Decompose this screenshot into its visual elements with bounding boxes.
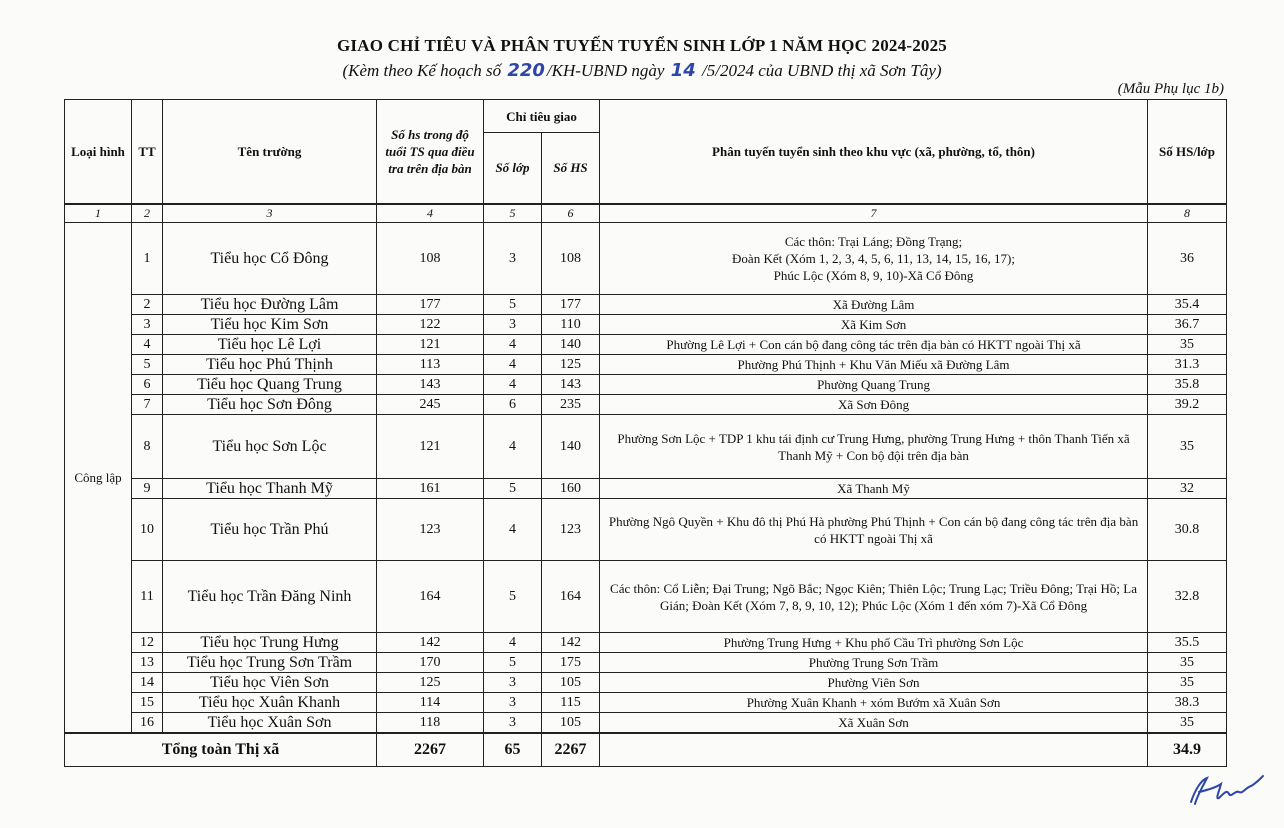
row-tt: 9 — [132, 479, 163, 499]
student-quota: 115 — [542, 693, 600, 713]
column-index: 6 — [542, 204, 600, 223]
class-count: 6 — [484, 395, 542, 415]
students-per-class: 35.4 — [1148, 295, 1227, 315]
header-tt: TT — [132, 100, 163, 204]
school-name: Tiểu học Cổ Đông — [163, 223, 377, 295]
table-row — [65, 499, 1227, 561]
header-so-lop: Số lớp — [484, 133, 542, 204]
student-quota: 125 — [542, 355, 600, 375]
surveyed-count: 245 — [377, 395, 484, 415]
school-name: Tiểu học Sơn Lộc — [163, 415, 377, 479]
total-surveyed: 2267 — [377, 733, 484, 767]
class-count: 3 — [484, 693, 542, 713]
appendix-label: (Mẫu Phụ lục 1b) — [1117, 81, 1224, 97]
enrollment-area: Phường Xuân Khanh + xóm Bướm xã Xuân Sơn — [600, 693, 1148, 713]
enrollment-table — [64, 99, 1227, 767]
students-per-class: 36 — [1148, 223, 1227, 295]
surveyed-count: 113 — [377, 355, 484, 375]
header-loai-hinh: Loại hình — [65, 100, 132, 204]
enrollment-area: Xã Đường Lâm — [600, 295, 1148, 315]
enrollment-area: Xã Sơn Đông — [600, 395, 1148, 415]
student-quota: 235 — [542, 395, 600, 415]
column-index-row — [65, 204, 1227, 223]
surveyed-count: 142 — [377, 633, 484, 653]
table-row — [65, 415, 1227, 479]
surveyed-count: 108 — [377, 223, 484, 295]
student-quota: 140 — [542, 335, 600, 355]
handwritten-signature — [1185, 772, 1265, 808]
student-quota: 142 — [542, 633, 600, 653]
row-tt: 12 — [132, 633, 163, 653]
class-count: 5 — [484, 295, 542, 315]
class-count: 4 — [484, 633, 542, 653]
subtitle-middle: /KH-UBND ngày — [546, 61, 665, 80]
student-quota: 160 — [542, 479, 600, 499]
surveyed-count: 121 — [377, 415, 484, 479]
enrollment-area: Phường Phú Thịnh + Khu Văn Miếu xã Đường Lâm — [600, 355, 1148, 375]
students-per-class: 35.5 — [1148, 633, 1227, 653]
school-name: Tiểu học Trần Phú — [163, 499, 377, 561]
class-count: 3 — [484, 315, 542, 335]
student-quota: 143 — [542, 375, 600, 395]
row-tt: 13 — [132, 653, 163, 673]
student-quota: 177 — [542, 295, 600, 315]
school-name: Tiểu học Trung Sơn Trầm — [163, 653, 377, 673]
surveyed-count: 122 — [377, 315, 484, 335]
table-row — [65, 561, 1227, 633]
students-per-class: 35 — [1148, 653, 1227, 673]
students-per-class: 32.8 — [1148, 561, 1227, 633]
surveyed-count: 121 — [377, 335, 484, 355]
enrollment-area: Phường Sơn Lộc + TDP 1 khu tái định cư Trung Hưng, phường Trung Hưng + thôn Thanh Tiến xã Thanh Mỹ + Con bộ đội trên địa bàn — [600, 415, 1148, 479]
enrollment-area: Xã Xuân Sơn — [600, 713, 1148, 733]
school-name: Tiểu học Quang Trung — [163, 375, 377, 395]
class-count: 4 — [484, 499, 542, 561]
school-name: Tiểu học Kim Sơn — [163, 315, 377, 335]
column-index: 8 — [1148, 204, 1227, 223]
class-count: 5 — [484, 479, 542, 499]
row-tt: 5 — [132, 355, 163, 375]
class-count: 5 — [484, 561, 542, 633]
table-row — [65, 653, 1227, 673]
total-area-blank — [600, 733, 1148, 767]
students-per-class: 39.2 — [1148, 395, 1227, 415]
surveyed-count: 177 — [377, 295, 484, 315]
students-per-class: 36.7 — [1148, 315, 1227, 335]
table-row — [65, 713, 1227, 733]
total-per-class: 34.9 — [1148, 733, 1227, 767]
enrollment-area: Phường Trung Hưng + Khu phố Cầu Trì phường Sơn Lộc — [600, 633, 1148, 653]
surveyed-count: 143 — [377, 375, 484, 395]
column-index: 7 — [600, 204, 1148, 223]
total-students: 2267 — [542, 733, 600, 767]
surveyed-count: 164 — [377, 561, 484, 633]
column-index: 4 — [377, 204, 484, 223]
subtitle-prefix: (Kèm theo Kế hoạch số — [342, 61, 502, 80]
column-index: 5 — [484, 204, 542, 223]
class-count: 3 — [484, 223, 542, 295]
students-per-class: 35 — [1148, 415, 1227, 479]
column-index: 2 — [132, 204, 163, 223]
student-quota: 175 — [542, 653, 600, 673]
enrollment-area: Các thôn: Trại Láng; Đồng Trạng; Đoàn Kết (Xóm 1, 2, 3, 4, 5, 6, 11, 13, 14, 15, 16, 17); Phúc Lộc (Xóm 8, 9, 10)-Xã Cổ Đông — [600, 223, 1148, 295]
row-tt: 7 — [132, 395, 163, 415]
table-row — [65, 335, 1227, 355]
student-quota: 123 — [542, 499, 600, 561]
school-type-cell: Công lập — [65, 223, 132, 733]
total-classes: 65 — [484, 733, 542, 767]
students-per-class: 35 — [1148, 713, 1227, 733]
row-tt: 11 — [132, 561, 163, 633]
subtitle-suffix: /5/2024 của UBND thị xã Sơn Tây) — [702, 61, 942, 80]
school-name: Tiểu học Trần Đăng Ninh — [163, 561, 377, 633]
class-count: 3 — [484, 713, 542, 733]
header-so-hs-lop: Số HS/lớp — [1148, 100, 1227, 204]
class-count: 5 — [484, 653, 542, 673]
class-count: 4 — [484, 335, 542, 355]
row-tt: 15 — [132, 693, 163, 713]
students-per-class: 38.3 — [1148, 693, 1227, 713]
enrollment-area: Xã Thanh Mỹ — [600, 479, 1148, 499]
row-tt: 8 — [132, 415, 163, 479]
total-label: Tổng toàn Thị xã — [65, 733, 377, 767]
school-name: Tiểu học Phú Thịnh — [163, 355, 377, 375]
header-chi-tieu-giao: Chỉ tiêu giao — [484, 100, 600, 133]
school-name: Tiểu học Xuân Sơn — [163, 713, 377, 733]
plan-day: 14 — [670, 60, 696, 81]
student-quota: 164 — [542, 561, 600, 633]
plan-number: 220 — [507, 60, 545, 81]
school-name: Tiểu học Viên Sơn — [163, 673, 377, 693]
document-subtitle — [0, 60, 1284, 81]
column-index: 1 — [65, 204, 132, 223]
students-per-class: 32 — [1148, 479, 1227, 499]
student-quota: 105 — [542, 713, 600, 733]
student-quota: 110 — [542, 315, 600, 335]
table-row — [65, 673, 1227, 693]
table-row — [65, 375, 1227, 395]
students-per-class: 35 — [1148, 335, 1227, 355]
row-tt: 14 — [132, 673, 163, 693]
student-quota: 108 — [542, 223, 600, 295]
row-tt: 3 — [132, 315, 163, 335]
row-tt: 2 — [132, 295, 163, 315]
column-index: 3 — [163, 204, 377, 223]
students-per-class: 35 — [1148, 673, 1227, 693]
class-count: 3 — [484, 673, 542, 693]
school-name: Tiểu học Sơn Đông — [163, 395, 377, 415]
school-name: Tiểu học Lê Lợi — [163, 335, 377, 355]
school-name: Tiểu học Thanh Mỹ — [163, 479, 377, 499]
table-row — [65, 479, 1227, 499]
enrollment-area: Phường Trung Sơn Trầm — [600, 653, 1148, 673]
surveyed-count: 118 — [377, 713, 484, 733]
enrollment-area: Phường Ngô Quyền + Khu đô thị Phú Hà phường Phú Thịnh + Con cán bộ đang công tác trên địa bàn có HKTT ngoài Thị xã — [600, 499, 1148, 561]
students-per-class: 35.8 — [1148, 375, 1227, 395]
class-count: 4 — [484, 355, 542, 375]
surveyed-count: 114 — [377, 693, 484, 713]
school-name: Tiểu học Đường Lâm — [163, 295, 377, 315]
header-ten-truong: Tên trường — [163, 100, 377, 204]
document-title: GIAO CHỈ TIÊU VÀ PHÂN TUYẾN TUYỂN SINH LỚP 1 NĂM HỌC 2024-2025 — [337, 36, 947, 55]
row-tt: 6 — [132, 375, 163, 395]
table-row — [65, 355, 1227, 375]
header-so-hs-dieu-tra: Số hs trong độ tuổi TS qua điều tra trên địa bàn — [377, 100, 484, 204]
header-phan-tuyen: Phân tuyến tuyển sinh theo khu vực (xã, phường, tổ, thôn) — [600, 100, 1148, 204]
surveyed-count: 123 — [377, 499, 484, 561]
table-row — [65, 395, 1227, 415]
students-per-class: 30.8 — [1148, 499, 1227, 561]
enrollment-area: Xã Kim Sơn — [600, 315, 1148, 335]
school-name: Tiểu học Trung Hưng — [163, 633, 377, 653]
enrollment-area: Phường Lê Lợi + Con cán bộ đang công tác trên địa bàn có HKTT ngoài Thị xã — [600, 335, 1148, 355]
student-quota: 105 — [542, 673, 600, 693]
row-tt: 4 — [132, 335, 163, 355]
table-row — [65, 633, 1227, 653]
table-row — [65, 315, 1227, 335]
enrollment-area: Phường Quang Trung — [600, 375, 1148, 395]
row-tt: 10 — [132, 499, 163, 561]
table-row — [65, 693, 1227, 713]
surveyed-count: 125 — [377, 673, 484, 693]
row-tt: 1 — [132, 223, 163, 295]
surveyed-count: 170 — [377, 653, 484, 673]
enrollment-area: Các thôn: Cổ Liễn; Đại Trung; Ngõ Bắc; Ngọc Kiên; Thiên Lộc; Trung Lạc; Triều Đông; Trại Hồ; La Gián; Đoàn Kết (Xóm 7, 8, 9, 10, 12); Phúc Lộc (Xóm 1 đến xóm 7)-Xã Cổ Đông — [600, 561, 1148, 633]
school-name: Tiểu học Xuân Khanh — [163, 693, 377, 713]
class-count: 4 — [484, 375, 542, 395]
table-row — [65, 223, 1227, 295]
table-row — [65, 295, 1227, 315]
header-so-hs: Số HS — [542, 133, 600, 204]
enrollment-area: Phường Viên Sơn — [600, 673, 1148, 693]
students-per-class: 31.3 — [1148, 355, 1227, 375]
student-quota: 140 — [542, 415, 600, 479]
surveyed-count: 161 — [377, 479, 484, 499]
row-tt: 16 — [132, 713, 163, 733]
total-row — [65, 733, 1227, 767]
class-count: 4 — [484, 415, 542, 479]
